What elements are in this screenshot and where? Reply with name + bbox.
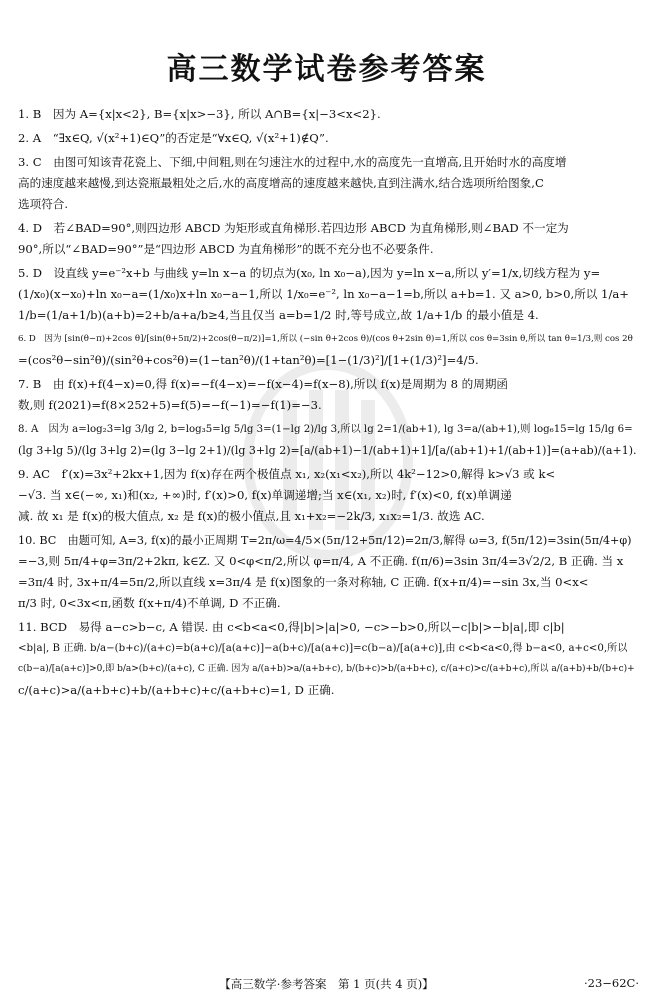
answer-item — [18, 617, 638, 701]
answer-item — [18, 218, 638, 260]
answer-line: π/3 时, 0<3x<π,函数 f(x+π/4)不单调, D 不正确. — [18, 596, 281, 610]
answer-line: 高的速度越来越慢,到达瓷瓶最粗处之后,水的高度增高的速度越来越快,直到注满水,结合选项所给图象,C — [18, 176, 544, 190]
answer-line: 4. D 若∠BAD=90°,则四边形 ABCD 为矩形或直角梯形.若四边形 ABCD 为直角梯形,则∠BAD 不一定为 — [18, 221, 569, 235]
answer-item — [18, 329, 638, 371]
answer-line: c(b−a)/[a(a+c)]>0,即 b/a>(b+c)/(a+c), C 正确. 因为 a/(a+b)>a/(a+b+c), b/(b+c)>b/(a+b+c), c/(a+c)>c/(a+b+c),所以 a/(a+b)+b/(b+c)+ — [18, 664, 635, 674]
answer-line: 10. BC 由题可知, A=3, f(x)的最小正周期 T=2π/ω=4/5×(5π/12+5π/12)=2π/3,解得 ω=3, f(5π/12)=3sin(5π/4+φ) — [18, 534, 632, 547]
answer-list — [18, 104, 638, 704]
answer-line: 数,则 f(2021)=f(8×252+5)=f(5)=−f(−1)=−f(1)=−3. — [18, 398, 322, 412]
answer-item — [18, 263, 638, 326]
answer-line: =−3,则 5π/4+φ=3π/2+2kπ, k∈Z. 又 0<φ<π/2,所以 φ=π/4, A 不正确. f(π/6)=3sin 3π/4=3√2/2, B 正确. 当 x — [18, 554, 624, 568]
answer-item — [18, 104, 638, 125]
answer-item — [18, 152, 638, 215]
answer-line: 9. AC f′(x)=3x²+2kx+1,因为 f(x)存在两个极值点 x₁, x₂(x₁<x₂),所以 4k²−12>0,解得 k>√3 或 k< — [18, 467, 556, 481]
answer-item — [18, 419, 638, 461]
page-title: 高三数学试卷参考答案 — [166, 52, 487, 87]
footer-page-info: 【高三数学·参考答案 第 1 页(共 4 页)】 — [219, 977, 434, 991]
answer-line: 5. D 设直线 y=e⁻²x+b 与曲线 y=ln x−a 的切点为(x₀, ln x₀−a),因为 y=ln x−a,所以 y′=1/x,切线方程为 y= — [18, 266, 601, 280]
answer-line: 3. C 由图可知该青花瓷上、下细,中间粗,则在匀速注水的过程中,水的高度先一直增高,且开始时水的高度增 — [18, 155, 567, 169]
answer-line: 1/b=(1/a+1/b)(a+b)=2+b/a+a/b≥4,当且仅当 a=b=1/2 时,等号成立,故 1/a+1/b 的最小值是 4. — [18, 308, 539, 322]
answer-line: 7. B 由 f(x)+f(4−x)=0,得 f(x)=−f(4−x)=−f(x−4)=f(x−8),所以 f(x)是周期为 8 的周期函 — [18, 377, 509, 391]
answer-line: c/(a+c)>a/(a+b+c)+b/(a+b+c)+c/(a+b+c)=1, D 正确. — [18, 683, 335, 697]
answer-line: 减. 故 x₁ 是 f(x)的极大值点, x₂ 是 f(x)的极小值点,且 x₁+x₂=−2k/3, x₁x₂=1/3. 故选 AC. — [18, 509, 485, 523]
answer-line: 2. A “∃x∈Q, √(x²+1)∈Q”的否定是“∀x∈Q, √(x²+1)∉Q”. — [18, 131, 329, 145]
answer-line: (lg 3+lg 5)/(lg 3+lg 2)=(lg 3−lg 2+1)/(lg 3+lg 2)=[a/(ab+1)−1/(ab+1)+1]/[a/(ab+1)+1/(ab+1)]=(a+ab)/(a+1). — [18, 444, 637, 457]
answer-line: 8. A 因为 a=log₂3=lg 3/lg 2, b=log₃5=lg 5/lg 3=(1−lg 2)/lg 3,所以 lg 2=1/(ab+1), lg 3=a/(ab+1),则 log₆15=lg 15/lg 6= — [18, 424, 633, 435]
answer-line: <b|a|, B 正确. b/a−(b+c)/(a+c)=b(a+c)/[a(a+c)]−a(b+c)/[a(a+c)]=c(b−a)/[a(a+c)],由 c<b<a<0,得 b−a<0, a+c<0,所以 — [18, 643, 628, 654]
answer-line: =3π/4 时, 3x+π/4=5π/2,所以直线 x=3π/4 是 f(x)图象的一条对称轴, C 正确. f(x+π/4)=−sin 3x,当 0<x< — [18, 575, 589, 589]
answer-line: 1. B 因为 A={x|x<2}, B={x|x>−3}, 所以 A∩B={x|−3<x<2}. — [18, 107, 381, 121]
answer-item — [18, 530, 638, 614]
answer-item — [18, 128, 638, 149]
answer-line: 11. BCD 易得 a−c>b−c, A 错误. 由 c<b<a<0,得|b|>|a|>0, −c>−b>0,所以−c|b|>−b|a|,即 c|b| — [18, 620, 565, 634]
footer-code: ·23−62C· — [583, 976, 639, 990]
answer-line: −√3. 当 x∈(−∞, x₁)和(x₂, +∞)时, f′(x)>0, f(x)单调递增;当 x∈(x₁, x₂)时, f′(x)<0, f(x)单调递 — [18, 488, 512, 502]
answer-line: (1/x₀)(x−x₀)+ln x₀−a=(1/x₀)x+ln x₀−a−1,所以 1/x₀=e⁻², ln x₀−a−1=b,所以 a+b=1. 又 a>0, b>0,所以 1/a+ — [18, 287, 629, 301]
answer-item — [18, 464, 638, 527]
answer-line: =(cos²θ−sin²θ)/(sin²θ+cos²θ)=(1−tan²θ)/(1+tan²θ)=[1−(1/3)²]/[1+(1/3)²]=4/5. — [18, 353, 479, 367]
answer-line: 6. D 因为 [sin(θ−π)+2cos θ]/[sin(θ+5π/2)+2cos(θ−π/2)]=1,所以 (−sin θ+2cos θ)/(cos θ+2sin θ)=1,所以 cos θ=3sin θ,所以 tan θ=1/3,则 cos 2θ — [18, 334, 633, 344]
answer-item — [18, 374, 638, 416]
answer-line: 选项符合. — [18, 197, 69, 211]
page-footer — [0, 976, 653, 996]
answer-line: 90°,所以“∠BAD=90°”是“四边形 ABCD 为直角梯形”的既不充分也不必要条件. — [18, 242, 434, 256]
